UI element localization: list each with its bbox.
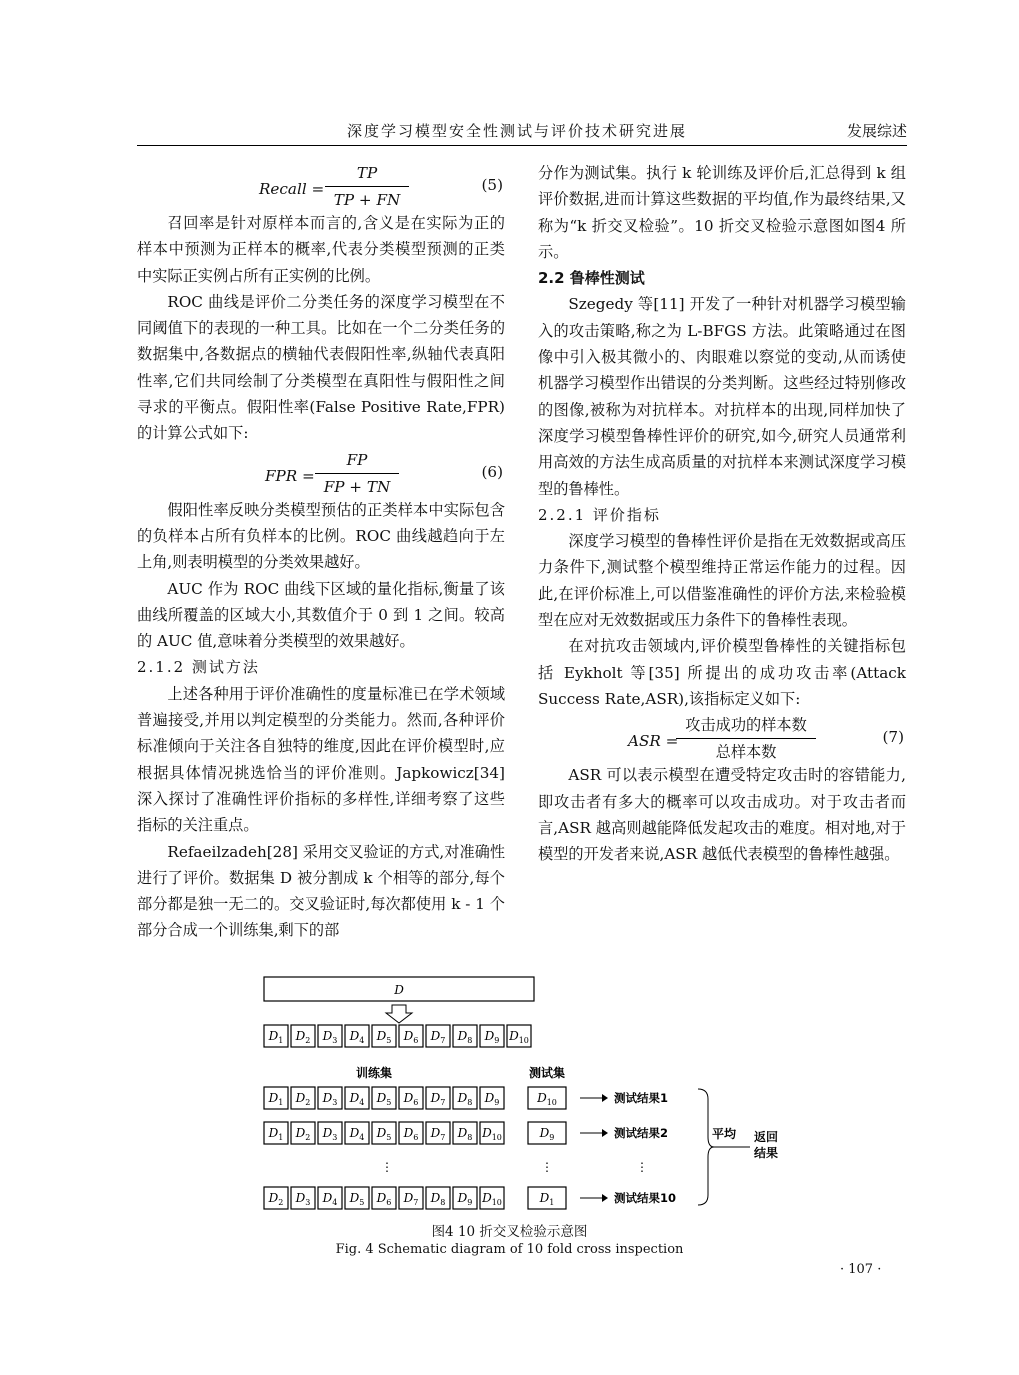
dataset-label: D: [394, 983, 404, 997]
fold2-train-d10: [480, 1122, 504, 1144]
eq6-denominator: FP + TN: [315, 473, 399, 500]
split-cell-d8: [453, 1025, 477, 1047]
fold2-train-d4: [345, 1122, 369, 1144]
split-cell-d2-label: $D_2$: [295, 1029, 311, 1045]
fold3-arrow-icon: [602, 1194, 608, 1202]
average-label: 平均: [711, 1127, 737, 1141]
fold3-train-d5-label: $D_5$: [349, 1191, 365, 1207]
fold1-train-d5: [372, 1087, 396, 1109]
fold3-train-d2-label: $D_2$: [268, 1191, 284, 1207]
split-arrow-icon: [386, 1005, 412, 1023]
fold1-result: 测试结果1: [614, 1091, 669, 1105]
split-cell-d6: [399, 1025, 423, 1047]
fold3-train-d3-label: $D_3$: [295, 1191, 311, 1207]
fold2-train-d10-label: $D_{10}$: [482, 1126, 502, 1142]
paragraph-cross-validation: Refaeilzadeh[28] 采用交叉验证的方式,对准确性进行了评价。数据集 D 被分割成 k 个相等的部分,每个部分都是独一无二的。交叉验证时,每次都使用 k - 1 个部分合成一个训练集,剩下的部: [137, 842, 506, 940]
paragraph-kfold: 分作为测试集。执行 k 轮训练及评价后,汇总得到 k 组评价数据,进而计算这些数据的平均值,作为最终结果,又称为“k 折交叉检验”。10 折交叉检验示意图如图4 所示。: [538, 164, 906, 261]
fold2-train-d3-label: $D_3$: [322, 1126, 338, 1142]
split-cell-d3: [318, 1025, 342, 1047]
fold2-train-d6: [399, 1122, 423, 1144]
fold1-train-d3-label: $D_3$: [322, 1091, 338, 1107]
split-cell-d5-label: $D_5$: [376, 1029, 392, 1045]
section-label: 发展综述: [846, 122, 907, 140]
fold1-train-d7-label: $D_7$: [430, 1091, 446, 1107]
paragraph-metrics: 上述各种用于评价准确性的度量标准已在学术领域普遍接受,并用以判定模型的分类能力。然而,各种评价标准倾向于关注各自独特的维度,因此在评价模型时,应根据具体情况挑选恰当的评价准则。Japkowicz[34] 深入探讨了准确性评价指标的多样性,详细考察了这些指标的关注重点。: [137, 684, 505, 835]
paragraph-asr: ASR 可以表示模型在遭受特定攻击时的容错能力,即攻击者有多大的概率可以攻击成功。对于攻击者而言,ASR 越高则越能降低发起攻击的难度。相对地,对于模型的开发者来说,ASR 越低代表模型的鲁棒性越强。: [538, 766, 906, 864]
split-cell-d4: [345, 1025, 369, 1047]
paragraph-asr-intro: 在对抗攻击领域内,评价模型鲁棒性的关键指标包括 Eykholt 等[35] 所提出的成功攻击率(Attack Success Rate,ASR),该指标定义如下:: [538, 637, 906, 708]
fold3-train-d7: [399, 1187, 423, 1209]
split-cell-d10-label: $D_{10}$: [509, 1029, 529, 1045]
fold3-train-d3: [291, 1187, 315, 1209]
figure-caption-cn: 图4 10 折交叉检验示意图: [431, 1224, 588, 1240]
running-header: [137, 120, 907, 142]
fold1-train-d8-label: $D_8$: [457, 1091, 473, 1107]
fold3-train-d8: [426, 1187, 450, 1209]
fold3-train-d5: [345, 1187, 369, 1209]
fold2-train-d4-label: $D_4$: [349, 1126, 365, 1142]
fold1-test-d10-label: $D_{10}$: [537, 1091, 557, 1107]
eq7-number: (7): [882, 728, 904, 747]
split-cell-d7: [426, 1025, 450, 1047]
fold3-train-d8-label: $D_8$: [430, 1191, 446, 1207]
heading-2-2-1: 2.2.1 评价指标: [538, 505, 661, 524]
fold3-test-d1-label: $D_1$: [539, 1191, 555, 1207]
eq7-numerator: 攻击成功的样本数: [685, 716, 807, 735]
paragraph-auc: AUC 作为 ROC 曲线下区域的量化指标,衡量了该曲线所覆盖的区域大小,其数值介于 0 到 1 之间。较高的 AUC 值,意味着分类模型的效果越好。: [137, 579, 505, 651]
fold2-train-d5: [372, 1122, 396, 1144]
fold2-train-d6-label: $D_6$: [403, 1126, 419, 1142]
fold3-train-d6: [372, 1187, 396, 1209]
fold2-arrow-icon: [602, 1129, 608, 1137]
fold1-train-d3: [318, 1087, 342, 1109]
equation-6: [137, 447, 505, 497]
split-cell-d7-label: $D_7$: [430, 1029, 446, 1045]
fold3-train-d2: [264, 1187, 288, 1209]
fold3-train-d7-label: $D_7$: [403, 1191, 419, 1207]
fold2-train-d1-label: $D_1$: [268, 1126, 284, 1142]
equation-5: [137, 160, 505, 210]
fold2-train-d3: [318, 1122, 342, 1144]
fold2-train-d7-label: $D_7$: [430, 1126, 446, 1142]
journal-running-title: 深度学习模型安全性测试与评价技术研究进展: [347, 122, 688, 140]
fold2-test-d9: [528, 1122, 566, 1144]
fold3-train-d10-label: $D_{10}$: [482, 1191, 502, 1207]
fold1-train-d9-label: $D_9$: [484, 1091, 500, 1107]
eq7-denominator: 总样本数: [676, 738, 816, 765]
brace: [698, 1089, 714, 1205]
split-cell-d2: [291, 1025, 315, 1047]
fold3-train-d10: [480, 1187, 504, 1209]
eq7-lhs: ASR =: [628, 732, 679, 751]
paragraph-roc: ROC 曲线是评价二分类任务的深度学习模型在不同阈值下的表现的一种工具。比如在一个二分类任务的数据集中,各数据点的横轴代表假阳性率,纵轴代表真阳性率,它们共同绘制了分类模型在真阳性与假阳性之间寻求的平衡点。假阳性率(False Positive Rate,FPR)的计算公式如下:: [137, 292, 505, 443]
split-cell-d8-label: $D_8$: [457, 1029, 473, 1045]
split-cell-d3-label: $D_3$: [322, 1029, 338, 1045]
fold1-train-d5-label: $D_5$: [376, 1091, 392, 1107]
fold3-train-d9: [453, 1187, 477, 1209]
fold2-train-d5-label: $D_5$: [376, 1126, 392, 1142]
fold1-train-d1: [264, 1087, 288, 1109]
split-cell-d9-label: $D_9$: [484, 1029, 500, 1045]
fold2-result: 测试结果2: [614, 1126, 669, 1140]
eq5-numerator: TP: [356, 164, 378, 182]
return-label-1: 返回: [754, 1130, 779, 1144]
fold1-train-d7: [426, 1087, 450, 1109]
fold1-train-d1-label: $D_1$: [268, 1091, 284, 1107]
right-column: [538, 160, 906, 867]
eq5-denominator: TP + FN: [325, 186, 409, 213]
eq6-number: (6): [481, 462, 503, 481]
fold1-test-d10: [528, 1087, 566, 1109]
figure-caption-en: Fig. 4 Schematic diagram of 10 fold cross inspection: [335, 1242, 684, 1257]
split-cell-d9: [480, 1025, 504, 1047]
eq6-numerator: FP: [346, 450, 368, 469]
fold3-train-d4: [318, 1187, 342, 1209]
return-label-2: 结果: [754, 1146, 779, 1160]
split-cell-d1: [264, 1025, 288, 1047]
equation-7: [538, 712, 906, 762]
fold1-train-d6-label: $D_6$: [403, 1091, 419, 1107]
eq5-number: (5): [481, 176, 503, 194]
split-cell-d10: [507, 1025, 531, 1047]
train-label: 训练集: [355, 1066, 393, 1080]
fold2-test-d9-label: $D_9$: [539, 1126, 555, 1142]
fold1-train-d4-label: $D_4$: [349, 1091, 365, 1107]
ellipsis-train: ⋮: [381, 1160, 393, 1174]
fold-rows: [264, 1087, 676, 1209]
fold1-train-d8: [453, 1087, 477, 1109]
split-cell-d1-label: $D_1$: [268, 1029, 284, 1045]
fold2-train-d8-label: $D_8$: [457, 1126, 473, 1142]
fold3-train-d9-label: $D_9$: [457, 1191, 473, 1207]
paragraph-fpr: 假阳性率反映分类模型预估的正类样本中实际包含的负样本占所有负样本的比例。ROC 曲线越趋向于左上角,则表明模型的分类效果越好。: [137, 500, 505, 572]
test-label: 测试集: [528, 1066, 566, 1080]
fold2-train-d7: [426, 1122, 450, 1144]
paragraph-recall: 召回率是针对原样本而言的,含义是在实际为正的样本中预测为正样本的概率,代表分类模型预测的正类中实际正实例占所有正实例的比例。: [137, 214, 505, 285]
eq5-lhs: Recall =: [259, 180, 325, 198]
split-cell-d5: [372, 1025, 396, 1047]
fold2-train-d2-label: $D_2$: [295, 1126, 311, 1142]
paragraph-lbfgs: Szegedy 等[11] 开发了一种针对机器学习模型输入的攻击策略,称之为 L-BFGS 方法。此策略通过在图像中引入极其微小的、肉眼难以察觉的变动,从而诱使机器学习模型作出错误的分类判断。这些经过特别修改的图像,被称为对抗样本。对抗样本的出现,同样加快了深度学习模型鲁棒性评价的研究,如今,研究人员通常利用高效的方法生成高质量的对抗样本来测试深度学习模型的鲁棒性。: [538, 295, 906, 498]
fold1-train-d9: [480, 1087, 504, 1109]
heading-2-1-2: 2.1.2 测试方法: [137, 658, 260, 677]
fold2-train-d8: [453, 1122, 477, 1144]
fold1-arrow-icon: [602, 1094, 608, 1102]
fold1-train-d4: [345, 1087, 369, 1109]
fold3-test-d1: [528, 1187, 566, 1209]
page-number: · 107 ·: [840, 1262, 882, 1277]
ellipsis-test: ⋮: [541, 1160, 553, 1174]
left-column: [137, 160, 505, 944]
eq6-lhs: FPR =: [265, 466, 315, 485]
kfold-diagram: [262, 975, 822, 1215]
paragraph-robustness: 深度学习模型的鲁棒性评价是指在无效数据或高压力条件下,测试整个模型维持正常运作能力的过程。因此,在评价标准上,可以借鉴准确性的评价方法,来检验模型在应对无效数据或压力条件下的鲁棒性表现。: [538, 532, 906, 630]
fold1-train-d2-label: $D_2$: [295, 1091, 311, 1107]
fold2-train-d1: [264, 1122, 288, 1144]
fold2-train-d2: [291, 1122, 315, 1144]
fold1-train-d6: [399, 1087, 423, 1109]
split-cell-d6-label: $D_6$: [403, 1029, 419, 1045]
fold3-result: 测试结果10: [614, 1191, 677, 1205]
fold1-train-d2: [291, 1087, 315, 1109]
split-cell-d4-label: $D_4$: [349, 1029, 365, 1045]
ellipsis-result: ⋮: [636, 1160, 648, 1174]
heading-2-2: 2.2 鲁棒性测试: [538, 269, 645, 288]
fold3-train-d6-label: $D_6$: [376, 1191, 392, 1207]
header-rule: [137, 145, 907, 146]
fold3-train-d4-label: $D_4$: [322, 1191, 338, 1207]
split-row: [264, 1025, 531, 1047]
